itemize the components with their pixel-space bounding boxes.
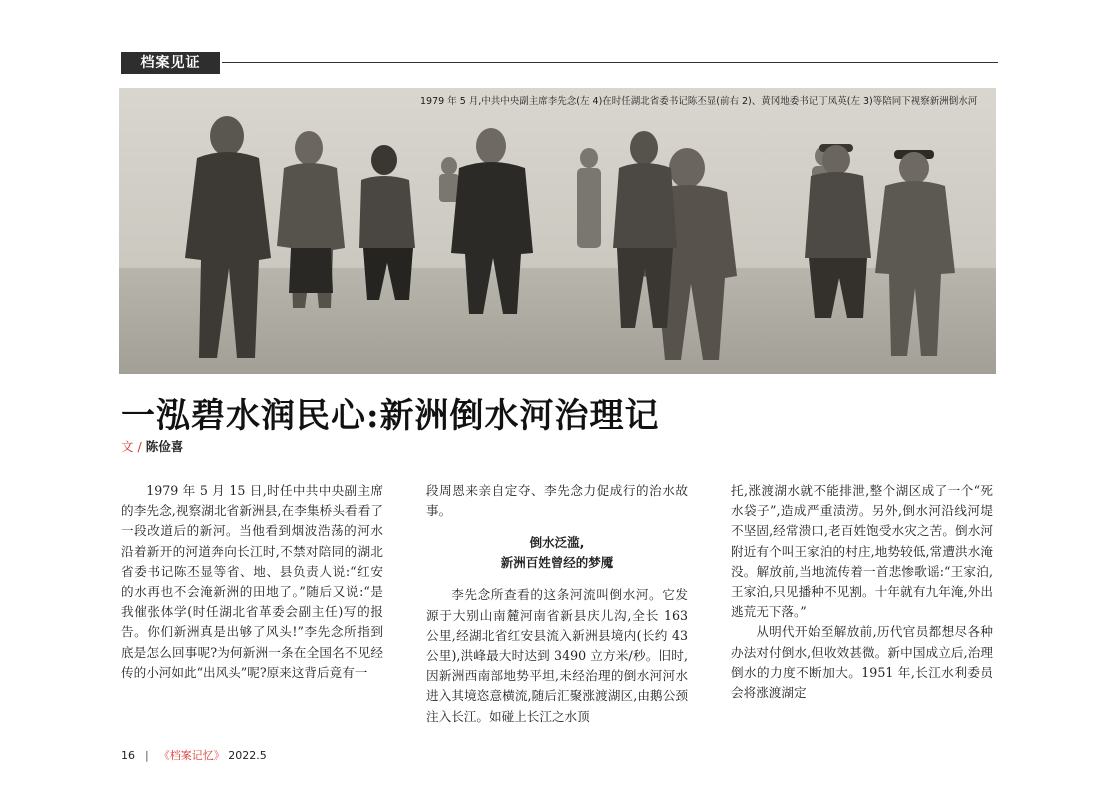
byline-label: 文 <box>121 439 134 454</box>
section-tab: 档案见证 <box>121 52 220 74</box>
byline <box>121 437 183 455</box>
magazine-title: 《档案记忆》 <box>158 749 225 762</box>
issue-number: 2022.5 <box>228 749 267 762</box>
byline-slash: / <box>137 439 142 454</box>
subheading-line-2: 新洲百姓曾经的梦魇 <box>500 555 614 571</box>
photo-illustration <box>119 88 996 374</box>
section-rule <box>222 62 998 63</box>
page-footer <box>121 747 267 763</box>
paragraph: 段周恩来亲自定夺、李先念力促成行的治水故事。 <box>426 483 688 519</box>
paragraph: 从明代开始至解放前,历代官员都想尽各种办法对付倒水,但收效甚微。新中国成立后,治理倒水的力度不断加大。1951 年,长江水利委员会将涨渡湖定 <box>731 624 993 701</box>
paragraph: 托,涨渡湖水就不能排泄,整个湖区成了一个“死水袋子”,造成严重渍涝。另外,倒水河沿线河堤不坚固,经常溃口,老百姓饱受水灾之苦。倒水河附近有个叫王家泊的村庄,地势较低,常遭洪水淹没。解放前,当地流传着一首悲惨歌谣:“王家泊,王家泊,只见播种不见割。十年就有九年淹,外出逃荒无下落。” <box>731 483 993 620</box>
photo-caption: 1979 年 5 月,中共中央副主席李先念(左 4)在时任湖北省委书记陈丕显(前右 2)、黄冈地委书记丁凤英(左 3)等陪同下视察新洲倒水河 <box>420 96 978 107</box>
article-photo <box>119 88 996 374</box>
byline-author: 陈俭喜 <box>145 439 184 454</box>
footer-divider: | <box>145 749 149 762</box>
text-column-1 <box>121 481 383 683</box>
paragraph: 李先念所查看的这条河流叫倒水河。它发源于大别山南麓河南省新县庆儿沟,全长 163 公里,经湖北省红安县流入新洲县境内(长约 43 公里),洪峰最大时达到 3490 立方米/秒。旧时,因新洲西南部地势平坦,未经治理的倒水河河水进入其境恣意横流,随后汇聚涨渡湖区,由鹅公颈注入长江。如碰上长江之水顶 <box>426 587 688 724</box>
text-column-2 <box>426 481 688 727</box>
paragraph: 1979 年 5 月 15 日,时任中共中央副主席的李先念,视察湖北省新洲县,在李集桥头看看了一段改道后的新河。当他看到烟波浩荡的河水沿着新开的河道奔向长江时,不禁对陪同的湖北省委书记陈丕显等省、地、县负责人说:“红安的水再也不会淹新洲的田地了。”随后又说:“是我催张体学(时任湖北省革委会副主任)写的报告。你们新洲真是出够了风头!”李先念所指到底是怎么回事呢?为何新洲一条在全国名不见经传的小河如此“出风头”呢?原来这背后竟有一 <box>121 483 383 680</box>
text-column-3 <box>731 481 993 703</box>
subheading-line-1: 倒水泛滥, <box>529 535 585 551</box>
page-number: 16 <box>121 749 135 762</box>
article-title: 一泓碧水润民心:新洲倒水河治理记 <box>121 396 660 436</box>
subheading <box>426 533 688 573</box>
